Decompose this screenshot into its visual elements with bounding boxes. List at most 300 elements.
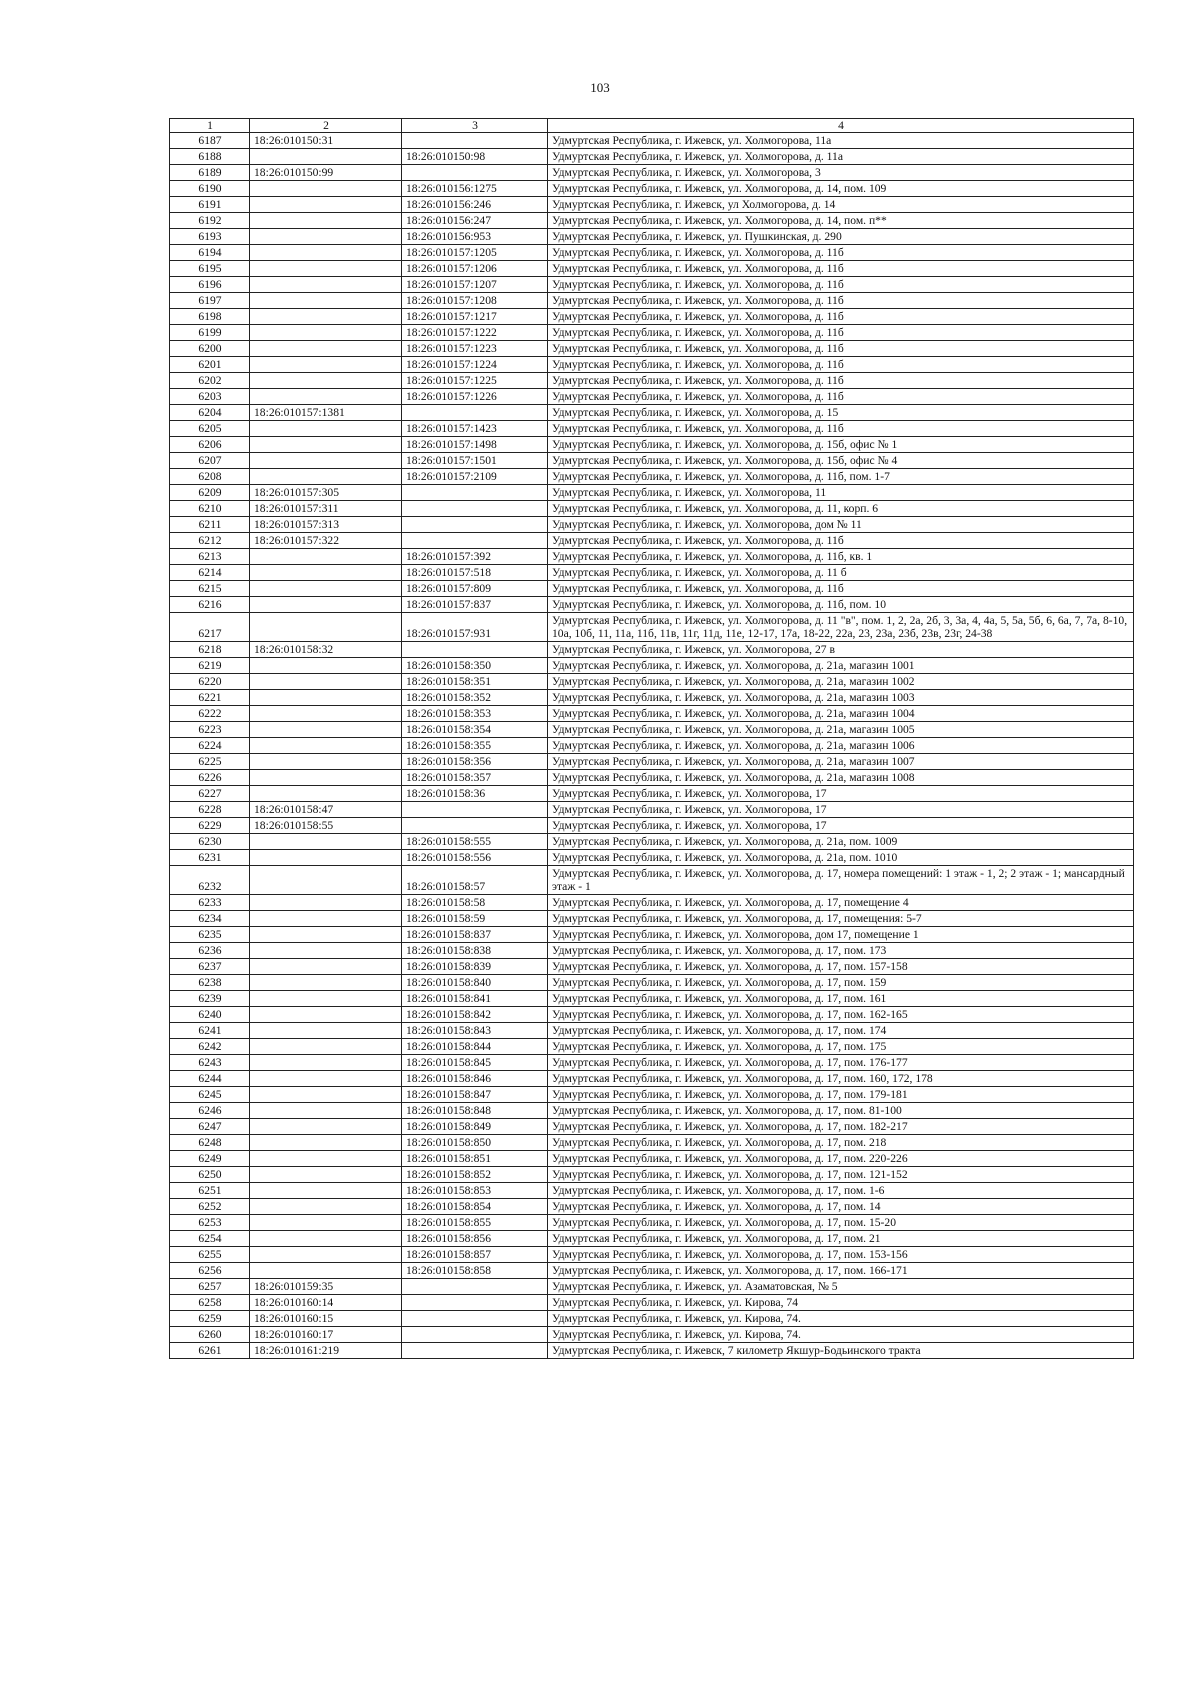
row-number-cell: 6217: [170, 613, 250, 642]
table-row: [170, 501, 1134, 517]
object-number-cell: 18:26:010158:59: [402, 911, 548, 927]
address-cell: Удмуртская Республика, г. Ижевск, ул. Холмогорова, д. 17, пом. 161: [548, 991, 1134, 1007]
table-row: [170, 1311, 1134, 1327]
row-number-cell: 6245: [170, 1087, 250, 1103]
object-number-cell: 18:26:010156:247: [402, 213, 548, 229]
object-number-cell: 18:26:010157:837: [402, 597, 548, 613]
parcel-number-cell: 18:26:010150:31: [250, 133, 402, 149]
address-cell: Удмуртская Республика, г. Ижевск, ул. Азаматовская, № 5: [548, 1279, 1134, 1295]
table-row: [170, 421, 1134, 437]
row-number-cell: 6216: [170, 597, 250, 613]
address-cell: Удмуртская Республика, г. Ижевск, ул. Холмогорова, д. 11а: [548, 149, 1134, 165]
object-number-cell: 18:26:010156:953: [402, 229, 548, 245]
address-cell: Удмуртская Республика, г. Ижевск, ул. Кирова, 74: [548, 1295, 1134, 1311]
object-number-cell: 18:26:010158:840: [402, 975, 548, 991]
parcel-number-cell: [250, 658, 402, 674]
row-number-cell: 6228: [170, 802, 250, 818]
parcel-number-cell: 18:26:010157:313: [250, 517, 402, 533]
table-header: [170, 119, 1134, 133]
object-number-cell: 18:26:010158:556: [402, 850, 548, 866]
parcel-number-cell: [250, 1183, 402, 1199]
address-cell: Удмуртская Республика, г. Ижевск, ул. Холмогорова, д. 21а, магазин 1007: [548, 754, 1134, 770]
address-cell: Удмуртская Республика, г. Ижевск, ул. Холмогорова, д. 11 б: [548, 565, 1134, 581]
row-number-cell: 6230: [170, 834, 250, 850]
header-row: [170, 119, 1134, 133]
table-row: [170, 1295, 1134, 1311]
table-row: [170, 1279, 1134, 1295]
object-number-cell: [402, 133, 548, 149]
parcel-number-cell: [250, 1039, 402, 1055]
parcel-number-cell: [250, 1215, 402, 1231]
table-row: [170, 453, 1134, 469]
parcel-number-cell: [250, 149, 402, 165]
parcel-number-cell: 18:26:010160:17: [250, 1327, 402, 1343]
table-row: [170, 1247, 1134, 1263]
object-number-cell: 18:26:010158:841: [402, 991, 548, 1007]
object-number-cell: 18:26:010158:837: [402, 927, 548, 943]
parcel-number-cell: [250, 261, 402, 277]
object-number-cell: 18:26:010157:931: [402, 613, 548, 642]
table-row: [170, 533, 1134, 549]
table-row: [170, 1327, 1134, 1343]
row-number-cell: 6241: [170, 1023, 250, 1039]
row-number-cell: 6250: [170, 1167, 250, 1183]
row-number-cell: 6214: [170, 565, 250, 581]
address-cell: Удмуртская Республика, г. Ижевск, ул. Холмогорова, д. 21а, магазин 1003: [548, 690, 1134, 706]
parcel-number-cell: [250, 181, 402, 197]
column-header-1: 1: [170, 119, 250, 133]
parcel-number-cell: [250, 341, 402, 357]
row-number-cell: 6189: [170, 165, 250, 181]
row-number-cell: 6259: [170, 1311, 250, 1327]
address-cell: Удмуртская Республика, г. Ижевск, ул. Холмогорова, д. 17, номера помещений: 1 этаж - 1, 2; 2 этаж - 1; мансардный этаж - 1: [548, 866, 1134, 895]
parcel-number-cell: [250, 1103, 402, 1119]
column-header-2: 2: [250, 119, 402, 133]
address-cell: Удмуртская Республика, г. Ижевск, ул. Холмогорова, д. 14, пом. п**: [548, 213, 1134, 229]
object-number-cell: 18:26:010158:851: [402, 1151, 548, 1167]
object-number-cell: [402, 1311, 548, 1327]
table-row: [170, 389, 1134, 405]
address-cell: Удмуртская Республика, г. Ижевск, ул. Холмогорова, д. 17, пом. 121-152: [548, 1167, 1134, 1183]
row-number-cell: 6206: [170, 437, 250, 453]
parcel-number-cell: 18:26:010158:32: [250, 642, 402, 658]
table-row: [170, 943, 1134, 959]
row-number-cell: 6246: [170, 1103, 250, 1119]
table-row: [170, 738, 1134, 754]
parcel-number-cell: [250, 213, 402, 229]
address-cell: Удмуртская Республика, г. Ижевск, ул Холмогорова, д. 14: [548, 197, 1134, 213]
row-number-cell: 6220: [170, 674, 250, 690]
table-row: [170, 613, 1134, 642]
object-number-cell: 18:26:010158:356: [402, 754, 548, 770]
address-cell: Удмуртская Республика, г. Ижевск, ул. Холмогорова, д. 11б: [548, 325, 1134, 341]
row-number-cell: 6205: [170, 421, 250, 437]
object-number-cell: 18:26:010158:58: [402, 895, 548, 911]
table-row: [170, 1263, 1134, 1279]
object-number-cell: 18:26:010157:1217: [402, 309, 548, 325]
row-number-cell: 6225: [170, 754, 250, 770]
table-row: [170, 690, 1134, 706]
column-header-4: 4: [548, 119, 1134, 133]
row-number-cell: 6244: [170, 1071, 250, 1087]
parcel-number-cell: [250, 293, 402, 309]
row-number-cell: 6221: [170, 690, 250, 706]
object-number-cell: 18:26:010158:351: [402, 674, 548, 690]
parcel-number-cell: [250, 1247, 402, 1263]
address-cell: Удмуртская Республика, г. Ижевск, ул. Холмогорова, д. 11 "в", пом. 1, 2, 2а, 2б, 3, 3а, 4, 4а, 5, 5а, 5б, 6, 6а, 7, 7а, 8-10, 10а, 10б, 11, 11а, 11б, 11в, 11г, 11д, 11е, 12-17, 17а, 18-22, 22а, 23, 23а, 23б, 23в, 23г, 24-38: [548, 613, 1134, 642]
address-cell: Удмуртская Республика, г. Ижевск, ул. Холмогорова, д. 17, пом. 174: [548, 1023, 1134, 1039]
row-number-cell: 6232: [170, 866, 250, 895]
parcel-number-cell: 18:26:010158:47: [250, 802, 402, 818]
object-number-cell: 18:26:010158:850: [402, 1135, 548, 1151]
table-row: [170, 834, 1134, 850]
row-number-cell: 6235: [170, 927, 250, 943]
object-number-cell: 18:26:010158:354: [402, 722, 548, 738]
address-cell: Удмуртская Республика, г. Ижевск, ул. Холмогорова, д. 17, пом. 153-156: [548, 1247, 1134, 1263]
address-cell: Удмуртская Республика, г. Ижевск, 7 километр Якшур-Бодьинского тракта: [548, 1343, 1134, 1359]
row-number-cell: 6223: [170, 722, 250, 738]
table-row: [170, 373, 1134, 389]
row-number-cell: 6249: [170, 1151, 250, 1167]
parcel-number-cell: [250, 1151, 402, 1167]
address-cell: Удмуртская Республика, г. Ижевск, ул. Холмогорова, д. 21а, магазин 1006: [548, 738, 1134, 754]
row-number-cell: 6215: [170, 581, 250, 597]
row-number-cell: 6242: [170, 1039, 250, 1055]
parcel-number-cell: [250, 469, 402, 485]
object-number-cell: 18:26:010157:809: [402, 581, 548, 597]
parcel-number-cell: [250, 1071, 402, 1087]
address-cell: Удмуртская Республика, г. Ижевск, ул. Холмогорова, д. 15б, офис № 1: [548, 437, 1134, 453]
table-row: [170, 850, 1134, 866]
table-row: [170, 1103, 1134, 1119]
address-cell: Удмуртская Республика, г. Ижевск, ул. Холмогорова, д. 15б, офис № 4: [548, 453, 1134, 469]
row-number-cell: 6257: [170, 1279, 250, 1295]
address-cell: Удмуртская Республика, г. Ижевск, ул. Холмогорова, д. 11б: [548, 293, 1134, 309]
table-row: [170, 261, 1134, 277]
row-number-cell: 6208: [170, 469, 250, 485]
address-cell: Удмуртская Республика, г. Ижевск, ул. Холмогорова, д. 17, пом. 157-158: [548, 959, 1134, 975]
table-row: [170, 674, 1134, 690]
parcel-number-cell: [250, 1135, 402, 1151]
address-cell: Удмуртская Республика, г. Ижевск, ул. Холмогорова, д. 21а, пом. 1010: [548, 850, 1134, 866]
parcel-number-cell: 18:26:010160:15: [250, 1311, 402, 1327]
address-cell: Удмуртская Республика, г. Ижевск, ул. Холмогорова, 3: [548, 165, 1134, 181]
address-cell: Удмуртская Республика, г. Ижевск, ул. Холмогорова, д. 15: [548, 405, 1134, 421]
row-number-cell: 6238: [170, 975, 250, 991]
parcel-number-cell: [250, 245, 402, 261]
row-number-cell: 6224: [170, 738, 250, 754]
object-number-cell: 18:26:010158:350: [402, 658, 548, 674]
object-number-cell: [402, 818, 548, 834]
address-cell: Удмуртская Республика, г. Ижевск, ул. Холмогорова, д. 17, пом. 182-217: [548, 1119, 1134, 1135]
row-number-cell: 6219: [170, 658, 250, 674]
address-cell: Удмуртская Республика, г. Ижевск, ул. Холмогорова, д. 11б, кв. 1: [548, 549, 1134, 565]
address-cell: Удмуртская Республика, г. Ижевск, ул. Холмогорова, дом 17, помещение 1: [548, 927, 1134, 943]
address-cell: Удмуртская Республика, г. Ижевск, ул. Пушкинская, д. 290: [548, 229, 1134, 245]
object-number-cell: [402, 1343, 548, 1359]
parcel-number-cell: 18:26:010161:219: [250, 1343, 402, 1359]
table-row: [170, 245, 1134, 261]
table-row: [170, 549, 1134, 565]
row-number-cell: 6203: [170, 389, 250, 405]
address-cell: Удмуртская Республика, г. Ижевск, ул. Холмогорова, д. 17, пом. 81-100: [548, 1103, 1134, 1119]
row-number-cell: 6198: [170, 309, 250, 325]
table-row: [170, 293, 1134, 309]
object-number-cell: 18:26:010158:849: [402, 1119, 548, 1135]
table-row: [170, 1071, 1134, 1087]
table-row: [170, 911, 1134, 927]
object-number-cell: 18:26:010157:1223: [402, 341, 548, 357]
address-cell: Удмуртская Республика, г. Ижевск, ул. Холмогорова, д. 14, пом. 109: [548, 181, 1134, 197]
parcel-number-cell: [250, 1119, 402, 1135]
parcel-number-cell: [250, 1263, 402, 1279]
row-number-cell: 6240: [170, 1007, 250, 1023]
object-number-cell: [402, 533, 548, 549]
object-number-cell: 18:26:010157:1205: [402, 245, 548, 261]
table-row: [170, 213, 1134, 229]
parcel-number-cell: [250, 690, 402, 706]
table-row: [170, 341, 1134, 357]
object-number-cell: 18:26:010156:1275: [402, 181, 548, 197]
parcel-number-cell: 18:26:010157:1381: [250, 405, 402, 421]
parcel-number-cell: [250, 1167, 402, 1183]
address-cell: Удмуртская Республика, г. Ижевск, ул. Холмогорова, 17: [548, 818, 1134, 834]
table-row: [170, 802, 1134, 818]
parcel-number-cell: [250, 754, 402, 770]
row-number-cell: 6239: [170, 991, 250, 1007]
object-number-cell: 18:26:010157:1498: [402, 437, 548, 453]
table-row: [170, 975, 1134, 991]
table-row: [170, 1199, 1134, 1215]
address-cell: Удмуртская Республика, г. Ижевск, ул. Холмогорова, д. 11б: [548, 309, 1134, 325]
object-number-cell: 18:26:010158:352: [402, 690, 548, 706]
object-number-cell: [402, 517, 548, 533]
table-row: [170, 754, 1134, 770]
table-row: [170, 517, 1134, 533]
table-row: [170, 786, 1134, 802]
table-row: [170, 133, 1134, 149]
parcel-number-cell: [250, 581, 402, 597]
parcel-number-cell: [250, 911, 402, 927]
address-cell: Удмуртская Республика, г. Ижевск, ул. Холмогорова, 27 в: [548, 642, 1134, 658]
address-cell: Удмуртская Республика, г. Ижевск, ул. Холмогорова, д. 11, корп. 6: [548, 501, 1134, 517]
parcel-number-cell: [250, 613, 402, 642]
table-row: [170, 1055, 1134, 1071]
object-number-cell: 18:26:010157:1222: [402, 325, 548, 341]
address-cell: Удмуртская Республика, г. Ижевск, ул. Холмогорова, д. 17, пом. 175: [548, 1039, 1134, 1055]
parcel-number-cell: [250, 549, 402, 565]
address-cell: Удмуртская Республика, г. Ижевск, ул. Холмогорова, д. 11б: [548, 389, 1134, 405]
table-row: [170, 197, 1134, 213]
address-cell: Удмуртская Республика, г. Ижевск, ул. Холмогорова, д. 21а, магазин 1008: [548, 770, 1134, 786]
object-number-cell: 18:26:010158:353: [402, 706, 548, 722]
object-number-cell: 18:26:010158:357: [402, 770, 548, 786]
row-number-cell: 6210: [170, 501, 250, 517]
table-row: [170, 357, 1134, 373]
row-number-cell: 6226: [170, 770, 250, 786]
table-row: [170, 1151, 1134, 1167]
object-number-cell: [402, 405, 548, 421]
address-cell: Удмуртская Республика, г. Ижевск, ул. Холмогорова, дом № 11: [548, 517, 1134, 533]
object-number-cell: [402, 501, 548, 517]
parcel-number-cell: 18:26:010157:305: [250, 485, 402, 501]
object-number-cell: 18:26:010158:846: [402, 1071, 548, 1087]
table-row: [170, 277, 1134, 293]
parcel-number-cell: [250, 895, 402, 911]
parcel-number-cell: [250, 943, 402, 959]
row-number-cell: 6261: [170, 1343, 250, 1359]
address-cell: Удмуртская Республика, г. Ижевск, ул. Холмогорова, 11: [548, 485, 1134, 501]
object-number-cell: 18:26:010158:36: [402, 786, 548, 802]
parcel-number-cell: [250, 722, 402, 738]
address-cell: Удмуртская Республика, г. Ижевск, ул. Холмогорова, д. 11б: [548, 277, 1134, 293]
parcel-number-cell: [250, 850, 402, 866]
row-number-cell: 6190: [170, 181, 250, 197]
parcel-number-cell: [250, 309, 402, 325]
row-number-cell: 6252: [170, 1199, 250, 1215]
table-row: [170, 818, 1134, 834]
parcel-number-cell: [250, 975, 402, 991]
object-number-cell: [402, 1327, 548, 1343]
address-cell: Удмуртская Республика, г. Ижевск, ул. Холмогорова, д. 21а, магазин 1004: [548, 706, 1134, 722]
table-row: [170, 991, 1134, 1007]
object-number-cell: [402, 1279, 548, 1295]
row-number-cell: 6202: [170, 373, 250, 389]
table-row: [170, 1215, 1134, 1231]
table-row: [170, 565, 1134, 581]
table-row: [170, 866, 1134, 895]
object-number-cell: 18:26:010158:839: [402, 959, 548, 975]
table-row: [170, 597, 1134, 613]
object-number-cell: 18:26:010158:855: [402, 1215, 548, 1231]
address-cell: Удмуртская Республика, г. Ижевск, ул. Холмогорова, д. 11б: [548, 357, 1134, 373]
object-number-cell: 18:26:010157:1208: [402, 293, 548, 309]
address-cell: Удмуртская Республика, г. Ижевск, ул. Холмогорова, д. 11б: [548, 533, 1134, 549]
table-row: [170, 1343, 1134, 1359]
row-number-cell: 6204: [170, 405, 250, 421]
row-number-cell: 6260: [170, 1327, 250, 1343]
row-number-cell: 6229: [170, 818, 250, 834]
row-number-cell: 6192: [170, 213, 250, 229]
table-row: [170, 325, 1134, 341]
table-row: [170, 959, 1134, 975]
address-cell: Удмуртская Республика, г. Ижевск, ул. Холмогорова, д. 17, пом. 1-6: [548, 1183, 1134, 1199]
row-number-cell: 6236: [170, 943, 250, 959]
address-cell: Удмуртская Республика, г. Ижевск, ул. Холмогорова, д. 21а, магазин 1001: [548, 658, 1134, 674]
parcel-number-cell: [250, 674, 402, 690]
parcel-number-cell: [250, 738, 402, 754]
row-number-cell: 6248: [170, 1135, 250, 1151]
address-cell: Удмуртская Республика, г. Ижевск, ул. Холмогорова, 17: [548, 802, 1134, 818]
object-number-cell: 18:26:010158:847: [402, 1087, 548, 1103]
table-row: [170, 181, 1134, 197]
table-row: [170, 927, 1134, 943]
table-row: [170, 1007, 1134, 1023]
parcel-number-cell: 18:26:010150:99: [250, 165, 402, 181]
object-number-cell: 18:26:010157:1224: [402, 357, 548, 373]
table-row: [170, 642, 1134, 658]
row-number-cell: 6187: [170, 133, 250, 149]
parcel-number-cell: [250, 959, 402, 975]
object-number-cell: 18:26:010158:856: [402, 1231, 548, 1247]
object-number-cell: 18:26:010158:853: [402, 1183, 548, 1199]
address-cell: Удмуртская Республика, г. Ижевск, ул. Холмогорова, д. 11б, пом. 10: [548, 597, 1134, 613]
address-cell: Удмуртская Республика, г. Ижевск, ул. Холмогорова, д. 11б: [548, 261, 1134, 277]
parcel-number-cell: 18:26:010157:322: [250, 533, 402, 549]
parcel-number-cell: [250, 706, 402, 722]
table-row: [170, 1087, 1134, 1103]
row-number-cell: 6251: [170, 1183, 250, 1199]
row-number-cell: 6194: [170, 245, 250, 261]
row-number-cell: 6211: [170, 517, 250, 533]
table-body: [170, 133, 1134, 1359]
object-number-cell: [402, 1295, 548, 1311]
row-number-cell: 6213: [170, 549, 250, 565]
object-number-cell: 18:26:010158:852: [402, 1167, 548, 1183]
row-number-cell: 6193: [170, 229, 250, 245]
table-row: [170, 405, 1134, 421]
object-number-cell: 18:26:010156:246: [402, 197, 548, 213]
row-number-cell: 6233: [170, 895, 250, 911]
table-row: [170, 1135, 1134, 1151]
table-row: [170, 1119, 1134, 1135]
table-row: [170, 581, 1134, 597]
parcel-number-cell: [250, 991, 402, 1007]
object-number-cell: 18:26:010158:843: [402, 1023, 548, 1039]
object-number-cell: 18:26:010158:355: [402, 738, 548, 754]
row-number-cell: 6237: [170, 959, 250, 975]
object-number-cell: 18:26:010157:1501: [402, 453, 548, 469]
table-row: [170, 469, 1134, 485]
address-cell: Удмуртская Республика, г. Ижевск, ул. Холмогорова, д. 21а, магазин 1005: [548, 722, 1134, 738]
object-number-cell: 18:26:010158:555: [402, 834, 548, 850]
address-cell: Удмуртская Республика, г. Ижевск, ул. Холмогорова, д. 21а, магазин 1002: [548, 674, 1134, 690]
object-number-cell: 18:26:010158:838: [402, 943, 548, 959]
table-row: [170, 1183, 1134, 1199]
row-number-cell: 6254: [170, 1231, 250, 1247]
address-cell: Удмуртская Республика, г. Ижевск, ул. Холмогорова, д. 11б: [548, 581, 1134, 597]
row-number-cell: 6255: [170, 1247, 250, 1263]
address-cell: Удмуртская Республика, г. Ижевск, ул. Холмогорова, д. 17, пом. 179-181: [548, 1087, 1134, 1103]
parcel-number-cell: [250, 197, 402, 213]
table-row: [170, 722, 1134, 738]
address-cell: Удмуртская Республика, г. Ижевск, ул. Холмогорова, д. 11б: [548, 245, 1134, 261]
object-number-cell: 18:26:010157:1207: [402, 277, 548, 293]
parcel-number-cell: 18:26:010157:311: [250, 501, 402, 517]
parcel-number-cell: [250, 1199, 402, 1215]
object-number-cell: 18:26:010158:844: [402, 1039, 548, 1055]
row-number-cell: 6196: [170, 277, 250, 293]
address-cell: Удмуртская Республика, г. Ижевск, ул. Кирова, 74.: [548, 1311, 1134, 1327]
address-cell: Удмуртская Республика, г. Ижевск, ул. Холмогорова, д. 17, пом. 173: [548, 943, 1134, 959]
address-cell: Удмуртская Республика, г. Ижевск, ул. Холмогорова, д. 11б: [548, 373, 1134, 389]
parcel-number-cell: [250, 389, 402, 405]
parcel-number-cell: [250, 1087, 402, 1103]
object-number-cell: 18:26:010150:98: [402, 149, 548, 165]
address-cell: Удмуртская Республика, г. Ижевск, ул. Холмогорова, д. 17, пом. 14: [548, 1199, 1134, 1215]
object-number-cell: 18:26:010158:854: [402, 1199, 548, 1215]
table-row: [170, 149, 1134, 165]
address-cell: Удмуртская Республика, г. Ижевск, ул. Холмогорова, д. 17, помещения: 5-7: [548, 911, 1134, 927]
table-row: [170, 1039, 1134, 1055]
row-number-cell: 6253: [170, 1215, 250, 1231]
parcel-number-cell: [250, 437, 402, 453]
parcel-number-cell: [250, 770, 402, 786]
address-cell: Удмуртская Республика, г. Ижевск, ул. Холмогорова, д. 17, пом. 159: [548, 975, 1134, 991]
parcel-number-cell: 18:26:010158:55: [250, 818, 402, 834]
table-row: [170, 437, 1134, 453]
address-cell: Удмуртская Республика, г. Ижевск, ул. Холмогорова, д. 17, пом. 162-165: [548, 1007, 1134, 1023]
